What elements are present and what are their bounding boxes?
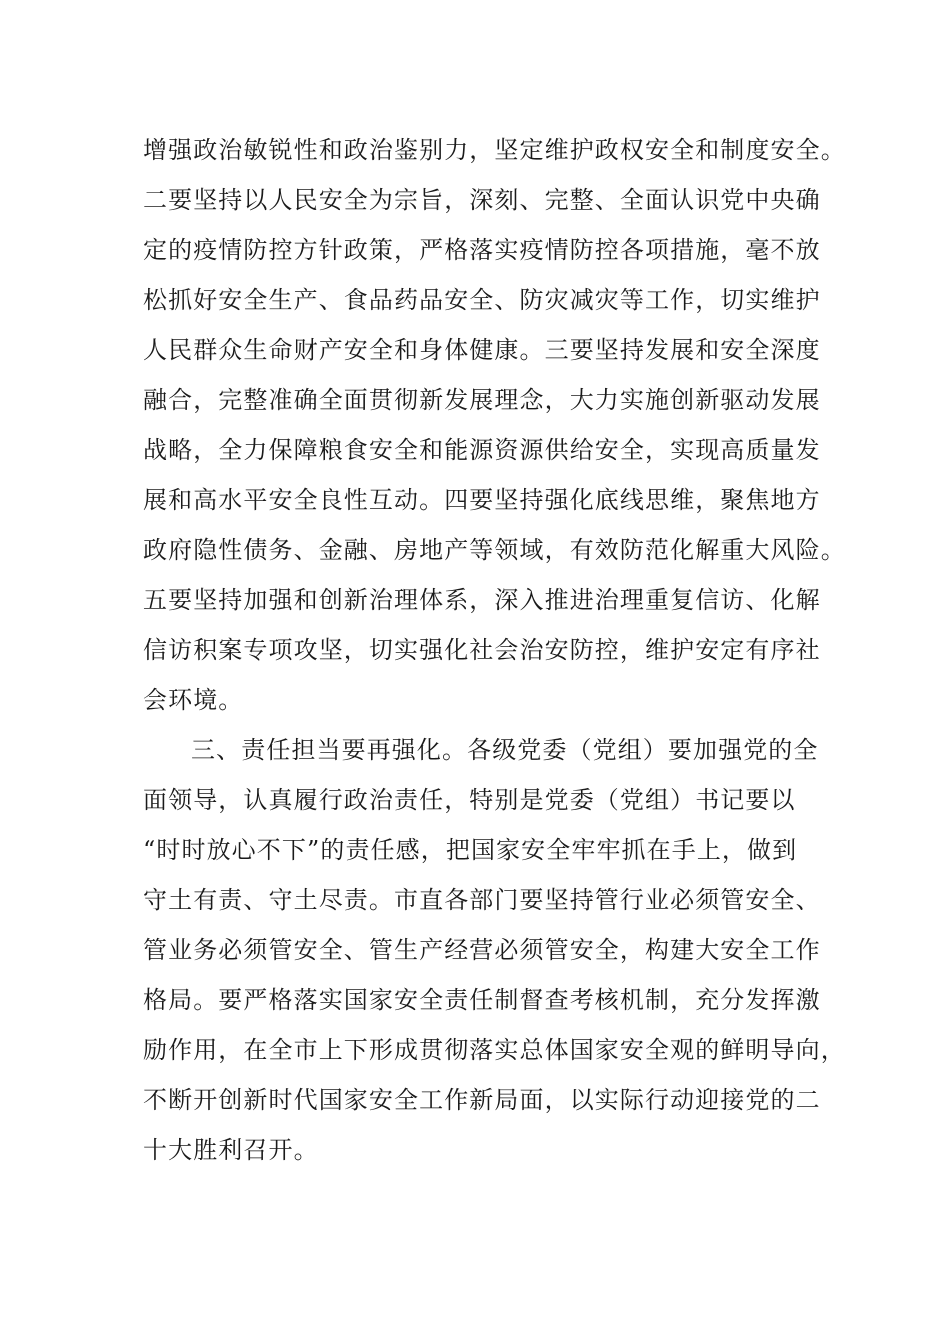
text-line: 战略，全力保障粮食安全和能源资源供给安全，实现高质量发 bbox=[143, 436, 821, 464]
text-line: 不断开创新时代国家安全工作新局面，以实际行动迎接党的二 bbox=[143, 1086, 821, 1114]
text-line: 政府隐性债务、金融、房地产等领域，有效防范化解重大风险。 bbox=[143, 536, 846, 564]
text-line: 五要坚持加强和创新治理体系，深入推进治理重复信访、化解 bbox=[143, 586, 821, 614]
text-line: 面领导，认真履行政治责任，特别是党委（党组）书记要以 bbox=[143, 786, 796, 814]
text-line: 增强政治敏锐性和政治鉴别力，坚定维护政权安全和制度安全。 bbox=[143, 136, 846, 164]
text-line: 人民群众生命财产安全和身体健康。三要坚持发展和安全深度 bbox=[143, 336, 821, 364]
text-line: 信访积案专项攻坚，切实强化社会治安防控，维护安定有序社 bbox=[143, 636, 821, 664]
text-line: 十大胜利召开。 bbox=[143, 1136, 319, 1164]
text-line: 管业务必须管安全、管生产经营必须管安全，构建大安全工作 bbox=[143, 936, 821, 964]
text-line: 融合，完整准确全面贯彻新发展理念，大力实施创新驱动发展 bbox=[143, 386, 821, 414]
text-line: 松抓好安全生产、食品药品安全、防灾减灾等工作，切实维护 bbox=[143, 286, 821, 314]
text-line: 守土有责、守土尽责。市直各部门要坚持管行业必须管安全、 bbox=[143, 886, 821, 914]
text-line: 二要坚持以人民安全为宗旨，深刻、完整、全面认识党中央确 bbox=[143, 186, 821, 214]
text-line: “时时放心不下”的责任感，把国家安全牢牢抓在手上，做到 bbox=[143, 836, 798, 864]
text-line: 励作用，在全市上下形成贯彻落实总体国家安全观的鲜明导向， bbox=[143, 1036, 846, 1064]
text-line: 定的疫情防控方针政策，严格落实疫情防控各项措施，毫不放 bbox=[143, 236, 821, 264]
section-heading-line: 三、责任担当要再强化。各级党委（党组）要加强党的全 bbox=[191, 736, 819, 764]
text-line: 会环境。 bbox=[143, 686, 244, 714]
text-line: 格局。要严格落实国家安全责任制督查考核机制，充分发挥激 bbox=[143, 986, 821, 1014]
text-line: 展和高水平安全良性互动。四要坚持强化底线思维，聚焦地方 bbox=[143, 486, 821, 514]
